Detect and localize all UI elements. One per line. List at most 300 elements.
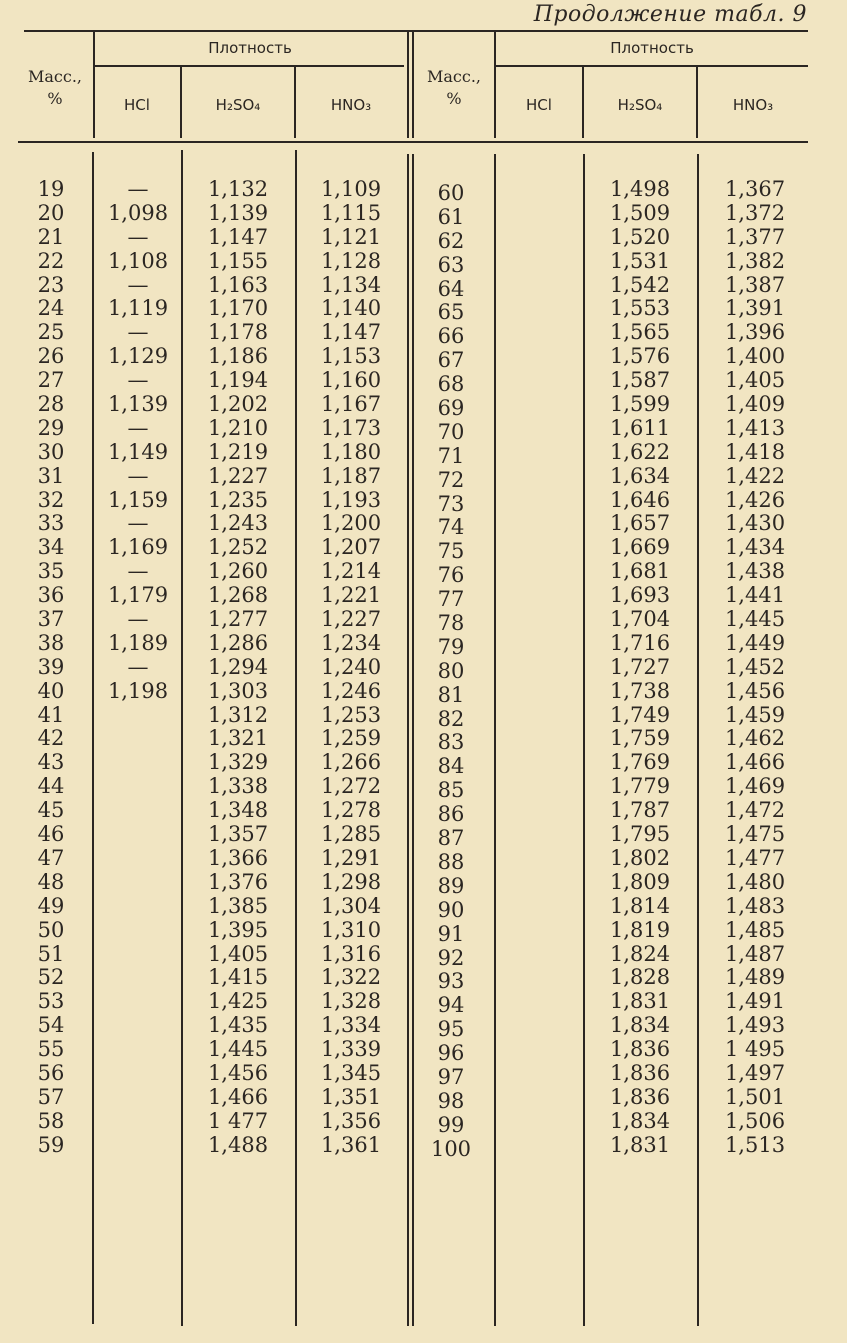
hno3-density-cell: 1,128	[320, 248, 382, 273]
mass-percent-cell: 38	[37, 630, 65, 655]
h2so4-density-cell: 1,836	[609, 1084, 671, 1109]
mass-header-right: Масс., %	[426, 67, 481, 108]
h2so4-density-cell: 1,646	[609, 487, 671, 512]
hno3-density-cell: 1,477	[724, 845, 786, 870]
mass-percent-cell: 29	[37, 415, 65, 440]
hno3-density-cell: 1,491	[724, 989, 786, 1014]
mass-percent-cell: 35	[37, 559, 65, 584]
h2so4-density-cell: 1,622	[609, 439, 671, 464]
center-double-rule-b	[412, 154, 414, 1326]
hno3-density-cell: 1,200	[320, 511, 382, 536]
hno3-density-cell: 1,187	[320, 463, 382, 488]
h2so4-density-cell: 1,456	[207, 1060, 269, 1085]
mass-percent-cell: 61	[437, 204, 465, 229]
density-rule-left	[94, 65, 404, 67]
hcl-density-cell: —	[127, 463, 149, 488]
h2so4-density-cell: 1,795	[609, 822, 671, 847]
h2so4-density-cell: 1,163	[207, 272, 269, 297]
mass-percent-cell: 91	[437, 921, 465, 946]
mass-percent-cell: 22	[37, 248, 65, 273]
hno3-density-cell: 1,109	[320, 177, 382, 201]
mass-percent-cell: 71	[437, 443, 465, 468]
mass-percent-cell: 50	[37, 917, 65, 942]
mass-percent-cell: 80	[437, 658, 465, 683]
mass-percent-cell: 57	[37, 1084, 65, 1109]
hno3-density-cell: 1,345	[320, 1060, 382, 1085]
h2so4-density-cell: 1,260	[207, 559, 269, 584]
mass-percent-cell: 54	[37, 1013, 65, 1038]
h2so4-density-cell: 1,277	[207, 607, 269, 632]
h2so4-density-cell: 1,329	[207, 750, 269, 775]
mass-percent-cell: 20	[37, 200, 65, 225]
mass-percent-cell: 78	[437, 611, 465, 636]
hno3-density-cell: 1,266	[320, 750, 382, 775]
hno3-density-cell: 1,221	[320, 583, 382, 608]
h2so4-density-cell: 1,576	[609, 344, 671, 369]
h2so4-density-cell: 1,155	[207, 248, 269, 273]
mass-percent-cell: 49	[37, 893, 65, 918]
h2so4-density-cell: 1,312	[207, 702, 269, 727]
h2so4-density-cell: 1,376	[207, 869, 269, 894]
mass-percent-cell: 65	[437, 300, 465, 325]
mass-percent-cell: 75	[437, 539, 465, 564]
hno3-density-cell: 1,472	[724, 798, 786, 823]
hno3-density-cell: 1,207	[320, 535, 382, 560]
h2so4-density-cell: 1,831	[609, 1132, 671, 1157]
hcl-density-cell: 1,159	[107, 487, 169, 512]
mass-percent-cell: 73	[437, 491, 465, 516]
mass-percent-cell: 19	[37, 177, 65, 201]
h2so4-density-cell: 1,704	[609, 607, 671, 632]
hno3-density-cell: 1,240	[320, 654, 382, 679]
h2so4-density-cell: 1,836	[609, 1060, 671, 1085]
mass-percent-cell: 83	[437, 730, 465, 755]
mass-percent-cell: 24	[37, 296, 65, 321]
h2so4-density-cell: 1 477	[207, 1108, 269, 1133]
hno3-density-cell: 1,487	[724, 941, 786, 966]
hno3-density-cell: 1,483	[724, 893, 786, 918]
mass-percent-cell: 62	[437, 228, 465, 253]
left-mass-column	[22, 178, 80, 1158]
mass-percent-cell: 96	[437, 1041, 465, 1066]
mass-percent-cell: 58	[37, 1108, 65, 1133]
mass-percent-cell: 30	[37, 439, 65, 464]
hno3-density-cell: 1,361	[320, 1132, 382, 1157]
h2so4-density-cell: 1,348	[207, 798, 269, 823]
mass-percent-cell: 93	[437, 969, 465, 994]
h2so4-density-cell: 1,498	[609, 177, 671, 201]
h2so4-density-cell: 1,321	[207, 726, 269, 751]
hno3-density-cell: 1,253	[320, 702, 382, 727]
left-hno3-column	[309, 178, 393, 1158]
mass-percent-cell: 40	[37, 678, 65, 703]
hcl-density-cell: 1,129	[107, 344, 169, 369]
h2so4-density-cell: 1,824	[609, 941, 671, 966]
mass-percent-cell: 100	[430, 1136, 472, 1161]
h2so4-density-cell: 1,186	[207, 344, 269, 369]
mass-percent-cell: 79	[437, 634, 465, 659]
mass-percent-cell: 72	[437, 467, 465, 492]
col-divider-hcl-left	[181, 150, 183, 1326]
mass-percent-cell: 64	[437, 276, 465, 301]
hno3-density-cell: 1,418	[724, 439, 786, 464]
hno3-density-cell: 1,356	[320, 1108, 382, 1133]
h2so4-density-cell: 1,531	[609, 248, 671, 273]
mass-percent-cell: 26	[37, 344, 65, 369]
hno3-density-cell: 1,405	[724, 368, 786, 393]
mass-percent-cell: 28	[37, 392, 65, 417]
hno3-density-cell: 1,339	[320, 1037, 382, 1062]
mass-percent-cell: 42	[37, 726, 65, 751]
table-caption: Продолжение табл. 9	[533, 2, 807, 27]
h2so4-density-cell: 1,716	[609, 630, 671, 655]
hcl-density-cell: 1,179	[107, 583, 169, 608]
h2so4-density-cell: 1,425	[207, 989, 269, 1014]
mass-percent-cell: 84	[437, 754, 465, 779]
hno3-density-cell: 1,140	[320, 296, 382, 321]
hno3-density-cell: 1,334	[320, 1013, 382, 1038]
hno3-density-cell: 1,304	[320, 893, 382, 918]
h2so4-density-cell: 1,520	[609, 224, 671, 249]
h2so4-density-cell: 1,178	[207, 320, 269, 345]
hno3-density-cell: 1,367	[724, 177, 786, 201]
h2so4-density-cell: 1,405	[207, 941, 269, 966]
hcl-density-cell: —	[127, 224, 149, 249]
mass-percent-cell: 51	[37, 941, 65, 966]
col-divider-hcl-right	[583, 154, 585, 1326]
hno3-density-cell: 1,391	[724, 296, 786, 321]
h2so4-density-cell: 1,836	[609, 1037, 671, 1062]
hno3-density-cell: 1,316	[320, 941, 382, 966]
h2so4-density-cell: 1,587	[609, 368, 671, 393]
h2so4-density-cell: 1,599	[609, 392, 671, 417]
mass-percent-cell: 36	[37, 583, 65, 608]
mass-percent-cell: 37	[37, 607, 65, 632]
hno3-density-cell: 1,396	[724, 320, 786, 345]
hcl-density-cell: 1,098	[107, 200, 169, 225]
mass-percent-cell: 21	[37, 224, 65, 249]
hno3-density-cell: 1,497	[724, 1060, 786, 1085]
h2so4-density-cell: 1,294	[207, 654, 269, 679]
hcl-header-left: HCl	[124, 96, 150, 114]
h2so4-density-cell: 1,787	[609, 798, 671, 823]
mass-percent-cell: 74	[437, 515, 465, 540]
h2so4-density-cell: 1,657	[609, 511, 671, 536]
hno3-density-cell: 1,426	[724, 487, 786, 512]
mass-percent-cell: 55	[37, 1037, 65, 1062]
h2so4-header-right: H₂SO₄	[617, 96, 663, 114]
mass-percent-cell: 90	[437, 897, 465, 922]
h2so4-density-cell: 1,834	[609, 1013, 671, 1038]
mass-percent-cell: 69	[437, 396, 465, 421]
right-mass-column	[420, 182, 482, 1162]
h2so4-density-cell: 1,132	[207, 177, 269, 201]
mass-percent-cell: 85	[437, 778, 465, 803]
h2so4-density-cell: 1,779	[609, 774, 671, 799]
top-rule	[24, 30, 808, 32]
h2so4-header-left: H₂SO₄	[215, 96, 261, 114]
h2so4-density-cell: 1,611	[609, 415, 671, 440]
h2so4-density-cell: 1,669	[609, 535, 671, 560]
density-header-left: Плотность	[208, 39, 292, 57]
mass-percent-cell: 48	[37, 869, 65, 894]
hno3-density-cell: 1,430	[724, 511, 786, 536]
mass-header-left: Масс., %	[27, 67, 82, 108]
hno3-density-cell: 1,493	[724, 1013, 786, 1038]
hno3-density-cell: 1,462	[724, 726, 786, 751]
hno3-density-cell: 1,480	[724, 869, 786, 894]
mass-percent-cell: 87	[437, 826, 465, 851]
hno3-density-cell: 1,400	[724, 344, 786, 369]
hno3-density-cell: 1,298	[320, 869, 382, 894]
h2so4-density-cell: 1,210	[207, 415, 269, 440]
h2so4-density-cell: 1,286	[207, 630, 269, 655]
hno3-density-cell: 1,147	[320, 320, 382, 345]
hno3-density-cell: 1,246	[320, 678, 382, 703]
h2so4-density-cell: 1,553	[609, 296, 671, 321]
h2so4-density-cell: 1,445	[207, 1037, 269, 1062]
h2so4-density-cell: 1,357	[207, 822, 269, 847]
hno3-density-cell: 1,328	[320, 989, 382, 1014]
hno3-density-cell: 1,475	[724, 822, 786, 847]
h2so4-density-cell: 1,170	[207, 296, 269, 321]
density-rule-right	[496, 65, 808, 67]
h2so4-density-cell: 1,819	[609, 917, 671, 942]
h2so4-density-cell: 1,809	[609, 869, 671, 894]
mass-percent-cell: 52	[37, 965, 65, 990]
mass-percent-cell: 32	[37, 487, 65, 512]
mass-percent-cell: 23	[37, 272, 65, 297]
h2so4-density-cell: 1,219	[207, 439, 269, 464]
hcl-density-cell: —	[127, 320, 149, 345]
h2so4-density-cell: 1,194	[207, 368, 269, 393]
mass-percent-cell: 88	[437, 849, 465, 874]
hno3-density-cell: 1,153	[320, 344, 382, 369]
h2so4-density-cell: 1,395	[207, 917, 269, 942]
mass-percent-cell: 34	[37, 535, 65, 560]
hno3-density-cell: 1,409	[724, 392, 786, 417]
hno3-density-cell: 1,445	[724, 607, 786, 632]
mass-percent-cell: 82	[437, 706, 465, 731]
hno3-density-cell: 1,466	[724, 750, 786, 775]
hno3-density-cell: 1,456	[724, 678, 786, 703]
h2so4-density-cell: 1,769	[609, 750, 671, 775]
hno3-density-cell: 1,234	[320, 630, 382, 655]
h2so4-density-cell: 1,435	[207, 1013, 269, 1038]
col-divider-h2so4-left	[295, 150, 297, 1326]
hno3-density-cell: 1,259	[320, 726, 382, 751]
mass-percent-cell: 98	[437, 1088, 465, 1113]
h2so4-density-cell: 1,139	[207, 200, 269, 225]
hno3-density-cell: 1,469	[724, 774, 786, 799]
h2so4-density-cell: 1,634	[609, 463, 671, 488]
hcl-density-cell: 1,119	[107, 296, 169, 321]
hcl-density-cell: —	[127, 177, 149, 201]
mass-percent-cell: 86	[437, 802, 465, 827]
mass-percent-cell: 43	[37, 750, 65, 775]
hno3-density-cell: 1,422	[724, 463, 786, 488]
mass-percent-cell: 41	[37, 702, 65, 727]
h2so4-density-cell: 1,366	[207, 845, 269, 870]
mass-percent-cell: 53	[37, 989, 65, 1014]
hno3-density-cell: 1,180	[320, 439, 382, 464]
left-h2so4-column	[196, 178, 280, 1158]
hno3-density-cell: 1,382	[724, 248, 786, 273]
mass-percent-cell: 76	[437, 563, 465, 588]
right-h2so4-column	[598, 178, 682, 1158]
hcl-density-cell: 1,139	[107, 392, 169, 417]
hcl-header-right: HCl	[526, 96, 552, 114]
hno3-density-cell: 1,413	[724, 415, 786, 440]
hno3-density-cell: 1,438	[724, 559, 786, 584]
center-double-rule-a-header	[407, 32, 409, 138]
h2so4-density-cell: 1,727	[609, 654, 671, 679]
left-hcl-column	[98, 178, 178, 704]
hcl-density-cell: —	[127, 272, 149, 297]
mass-percent-cell: 46	[37, 822, 65, 847]
h2so4-density-cell: 1,147	[207, 224, 269, 249]
h2so4-density-cell: 1,385	[207, 893, 269, 918]
mass-percent-cell: 63	[437, 252, 465, 277]
hno3-density-cell: 1,513	[724, 1132, 786, 1157]
h2so4-density-cell: 1,834	[609, 1108, 671, 1133]
mass-percent-cell: 39	[37, 654, 65, 679]
hcl-density-cell: —	[127, 415, 149, 440]
mass-percent-cell: 95	[437, 1017, 465, 1042]
hno3-density-cell: 1,501	[724, 1084, 786, 1109]
mass-percent-cell: 81	[437, 682, 465, 707]
header-bottom-rule	[18, 141, 808, 143]
mass-percent-cell: 27	[37, 368, 65, 393]
hno3-density-cell: 1,449	[724, 630, 786, 655]
h2so4-density-cell: 1,252	[207, 535, 269, 560]
hno3-density-cell: 1,134	[320, 272, 382, 297]
h2so4-density-cell: 1,681	[609, 559, 671, 584]
hcl-density-cell: 1,149	[107, 439, 169, 464]
mass-percent-cell: 67	[437, 348, 465, 373]
h2so4-density-cell: 1,227	[207, 463, 269, 488]
hno3-density-cell: 1,506	[724, 1108, 786, 1133]
h2so4-density-cell: 1,693	[609, 583, 671, 608]
hno3-density-cell: 1,214	[320, 559, 382, 584]
hno3-density-cell: 1,489	[724, 965, 786, 990]
h2so4-density-cell: 1,802	[609, 845, 671, 870]
hno3-density-cell: 1,167	[320, 392, 382, 417]
h2so4-density-cell: 1,268	[207, 583, 269, 608]
mass-percent-cell: 47	[37, 845, 65, 870]
hno3-density-cell: 1,485	[724, 917, 786, 942]
h2so4-density-cell: 1,338	[207, 774, 269, 799]
hcl-density-cell: 1,169	[107, 535, 169, 560]
mass-percent-cell: 31	[37, 463, 65, 488]
hno3-density-cell: 1,291	[320, 845, 382, 870]
density-header-right: Плотность	[610, 39, 694, 57]
hno3-header-right: HNO₃	[732, 96, 774, 114]
hno3-density-cell: 1,372	[724, 200, 786, 225]
hno3-density-cell: 1,459	[724, 702, 786, 727]
mass-percent-cell: 77	[437, 587, 465, 612]
h2so4-density-cell: 1,831	[609, 989, 671, 1014]
hno3-density-cell: 1,193	[320, 487, 382, 512]
mass-percent-cell: 70	[437, 419, 465, 444]
mass-percent-cell: 97	[437, 1064, 465, 1089]
h2so4-density-cell: 1,828	[609, 965, 671, 990]
hcl-density-cell: 1,198	[107, 678, 169, 703]
hno3-density-cell: 1,387	[724, 272, 786, 297]
hno3-density-cell: 1,285	[320, 822, 382, 847]
hno3-density-cell: 1 495	[724, 1037, 786, 1062]
h2so4-density-cell: 1,814	[609, 893, 671, 918]
hno3-density-cell: 1,272	[320, 774, 382, 799]
hcl-density-cell: 1,108	[107, 248, 169, 273]
h2so4-density-cell: 1,243	[207, 511, 269, 536]
hno3-header-left: HNO₃	[330, 96, 372, 114]
mass-percent-cell: 56	[37, 1060, 65, 1085]
hno3-density-cell: 1,322	[320, 965, 382, 990]
mass-percent-cell: 66	[437, 324, 465, 349]
hno3-density-cell: 1,441	[724, 583, 786, 608]
hno3-density-cell: 1,160	[320, 368, 382, 393]
center-double-rule-a	[407, 154, 409, 1326]
h2so4-density-cell: 1,565	[609, 320, 671, 345]
h2so4-density-cell: 1,542	[609, 272, 671, 297]
hno3-density-cell: 1,434	[724, 535, 786, 560]
h2so4-density-cell: 1,509	[609, 200, 671, 225]
hno3-density-cell: 1,115	[320, 200, 382, 225]
mass-percent-cell: 25	[37, 320, 65, 345]
mass-percent-cell: 99	[437, 1112, 465, 1137]
mass-percent-cell: 59	[37, 1132, 65, 1157]
hno3-density-cell: 1,351	[320, 1084, 382, 1109]
mass-percent-cell: 94	[437, 993, 465, 1018]
h2so4-density-cell: 1,303	[207, 678, 269, 703]
right-hno3-column	[713, 178, 797, 1158]
hno3-density-cell: 1,278	[320, 798, 382, 823]
hcl-density-cell: —	[127, 559, 149, 584]
hno3-density-cell: 1,121	[320, 224, 382, 249]
hno3-density-cell: 1,173	[320, 415, 382, 440]
center-double-rule-b-header	[412, 32, 414, 138]
col-divider-h2so4-right	[697, 154, 699, 1326]
h2so4-density-cell: 1,749	[609, 702, 671, 727]
hno3-density-cell: 1,377	[724, 224, 786, 249]
hno3-density-cell: 1,227	[320, 607, 382, 632]
hcl-density-cell: —	[127, 511, 149, 536]
h2so4-density-cell: 1,466	[207, 1084, 269, 1109]
hno3-density-cell: 1,310	[320, 917, 382, 942]
hcl-density-cell: 1,189	[107, 630, 169, 655]
col-divider-mass-right	[494, 154, 496, 1326]
h2so4-density-cell: 1,488	[207, 1132, 269, 1157]
hno3-density-cell: 1,452	[724, 654, 786, 679]
col-divider-mass-left	[92, 152, 94, 1324]
mass-percent-cell: 33	[37, 511, 65, 536]
h2so4-density-cell: 1,759	[609, 726, 671, 751]
h2so4-density-cell: 1,235	[207, 487, 269, 512]
mass-percent-cell: 89	[437, 873, 465, 898]
h2so4-density-cell: 1,202	[207, 392, 269, 417]
hcl-density-cell: —	[127, 607, 149, 632]
mass-percent-cell: 92	[437, 945, 465, 970]
hcl-density-cell: —	[127, 368, 149, 393]
mass-percent-cell: 68	[437, 372, 465, 397]
h2so4-density-cell: 1,415	[207, 965, 269, 990]
mass-percent-cell: 44	[37, 774, 65, 799]
mass-percent-cell: 45	[37, 798, 65, 823]
mass-percent-cell: 60	[437, 181, 465, 205]
h2so4-density-cell: 1,738	[609, 678, 671, 703]
hcl-density-cell: —	[127, 654, 149, 679]
